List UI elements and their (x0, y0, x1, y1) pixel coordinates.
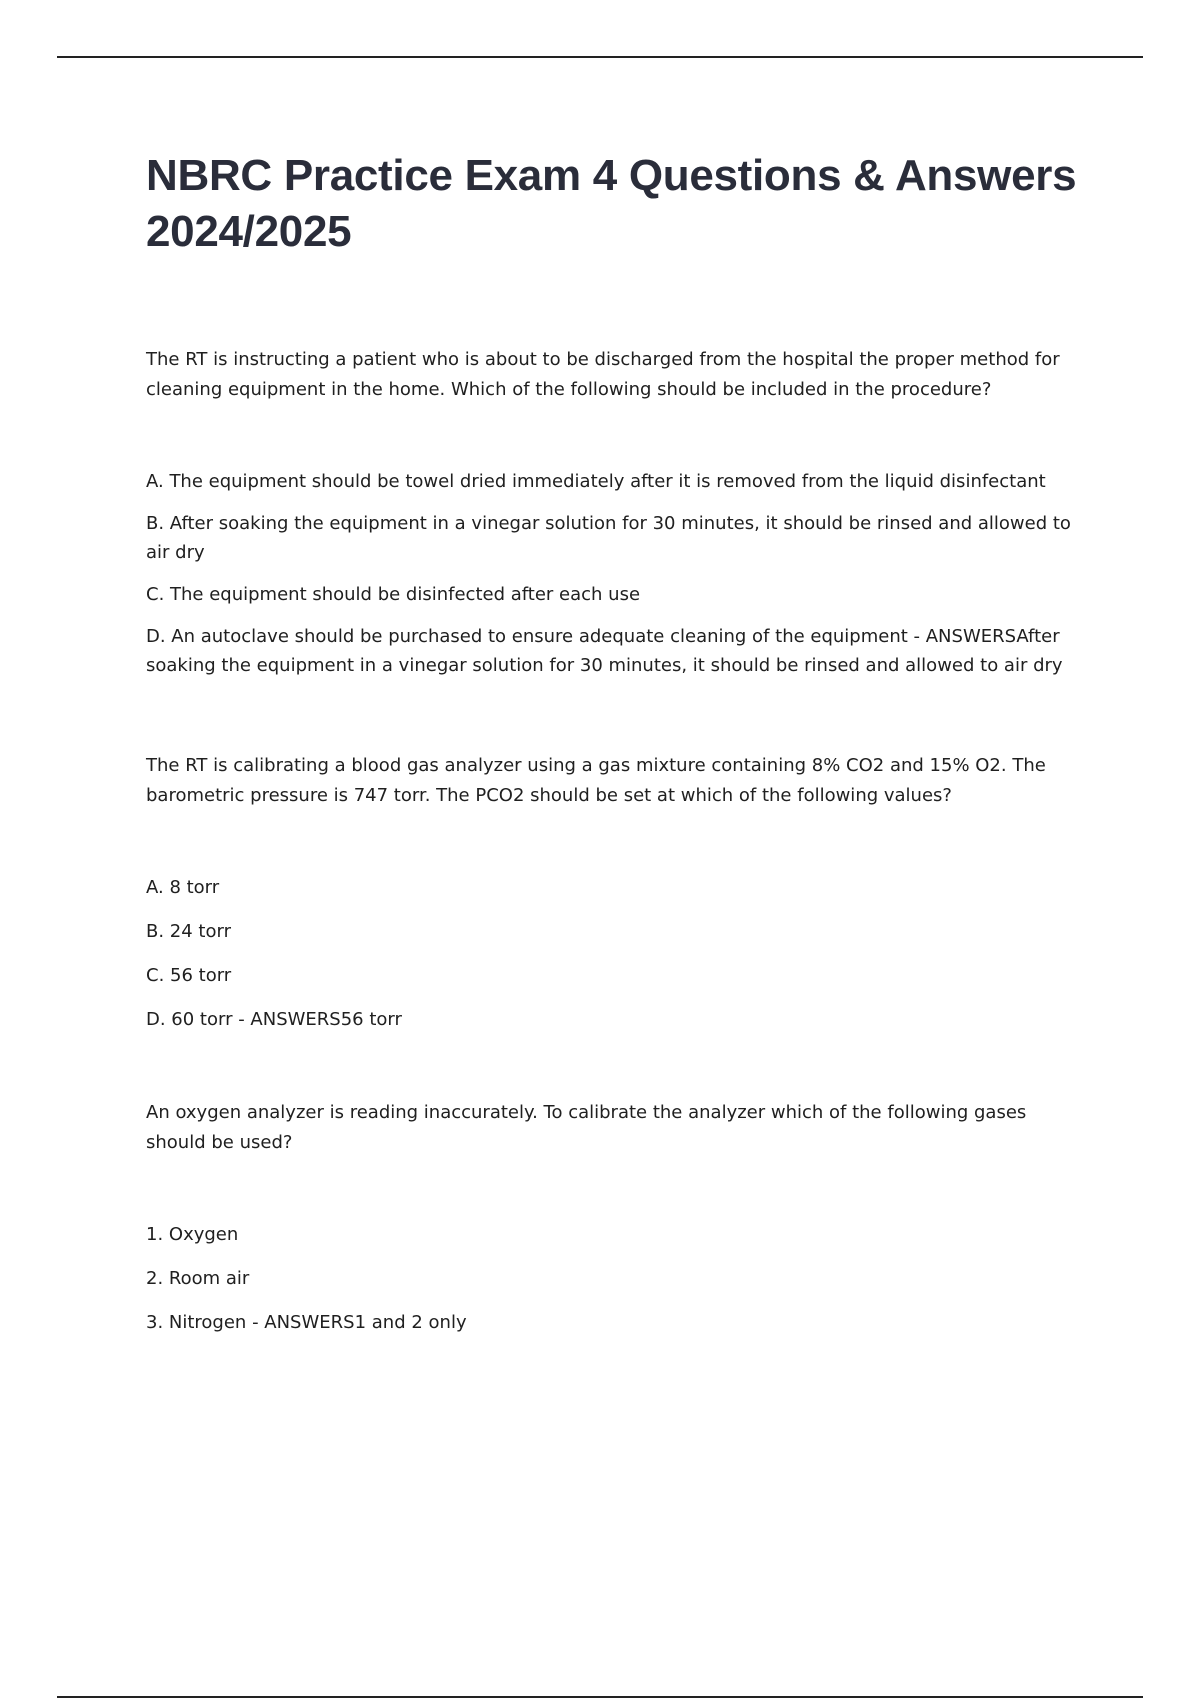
option-c: C. 56 torr (146, 965, 232, 986)
option-list (146, 1220, 1086, 1337)
option-list (146, 467, 1086, 680)
question-2 (146, 751, 1086, 1049)
option-a: A. The equipment should be towel dried immediately after it is removed from the liquid disinfectant (146, 471, 1046, 492)
top-rule (57, 56, 1143, 58)
option-c: C. The equipment should be disinfected after each use (146, 584, 641, 605)
question-1 (146, 345, 1086, 693)
document-header (146, 148, 1086, 260)
option-d: D. 60 torr - ANSWERS56 torr (146, 1009, 402, 1030)
option-d: D. An autoclave should be purchased to ensure adequate cleaning of the equipment - ANSWERSAfter soaking the equipment in a vinegar solution for 30 minutes, it should be rinsed and allowed to air dry (146, 626, 1063, 676)
question-text: The RT is instructing a patient who is about to be discharged from the hospital the proper method for cleaning equipment in the home. Which of the following should be included in the procedure? (146, 349, 1060, 400)
option-3: 3. Nitrogen - ANSWERS1 and 2 only (146, 1312, 467, 1333)
document-title: NBRC Practice Exam 4 Questions & Answers 2024/2025 (146, 151, 1077, 256)
question-text: An oxygen analyzer is reading inaccurately. To calibrate the analyzer which of the following gases should be used? (146, 1102, 1027, 1153)
option-2: 2. Room air (146, 1268, 250, 1289)
question-text: The RT is calibrating a blood gas analyzer using a gas mixture containing 8% CO2 and 15% O2. The barometric pressure is 747 torr. The PCO2 should be set at which of the following values? (146, 755, 1046, 806)
option-a: A. 8 torr (146, 877, 220, 898)
option-1: 1. Oxygen (146, 1224, 239, 1245)
option-b: B. 24 torr (146, 921, 231, 942)
question-3 (146, 1098, 1086, 1352)
option-list (146, 873, 1086, 1034)
option-b: B. After soaking the equipment in a vinegar solution for 30 minutes, it should be rinsed and allowed to air dry (146, 513, 1071, 563)
bottom-rule (57, 1696, 1143, 1698)
